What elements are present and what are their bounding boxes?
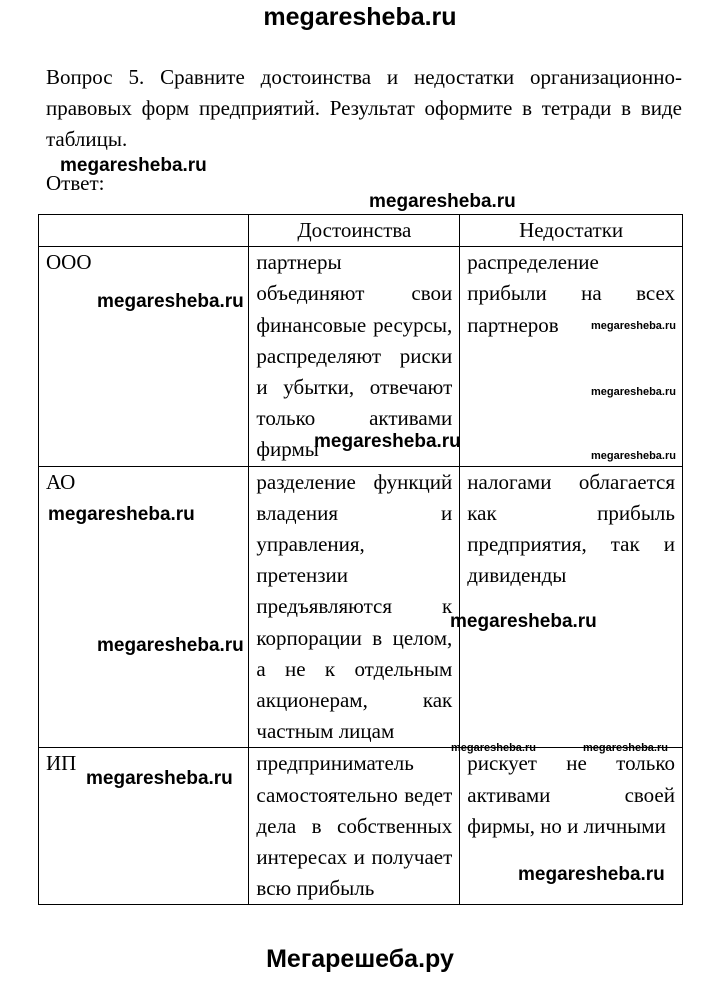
watermark-text: megaresheba.ru [97,291,244,312]
advantages-text: партнеры объединяют свои финансовые ресурсы, распределяют риски и убытки, отвечают только активами фирмы [256,250,453,462]
watermark-text: megaresheba.ru [583,742,668,754]
watermark-text: megaresheba.ru [314,431,461,452]
watermark-text: megaresheba.ru [369,191,516,212]
header-cell-advantages: Достоинства [249,215,460,247]
footer-site-title: Мегарешеба.ру [266,945,454,973]
watermark-text: megaresheba.ru [86,768,233,789]
disadvantages-cell [460,466,683,748]
advantages-text: предприниматель самостоятельно ведет дела в собственных интересах и получает всю прибыль [256,751,453,901]
form-cell: АО [39,466,249,748]
table-header-row [39,215,683,247]
advantages-cell [249,466,460,748]
watermark-text: megaresheba.ru [97,635,244,656]
disadvantages-text: налогами облагается как прибыль предприятия, так и дивиденды [467,469,675,588]
header-cell-disadvantages: Недостатки [460,215,683,247]
disadvantages-cell [460,247,683,466]
watermark-text: megaresheba.ru [451,742,536,754]
advantages-text: разделение функций владения и управления, претензии предъявляются к корпорации в целом, а не к отдельным акционерам, как частным лицам [256,469,453,744]
form-cell: ООО [39,247,249,466]
question-text: Вопрос 5. Сравните достоинства и недостатки организационно-правовых форм предприятий. Результат оформите в тетради в виде таблицы. [46,65,682,151]
watermark-text: megaresheba.ru [591,320,676,332]
watermark-text: megaresheba.ru [591,450,676,462]
watermark-text: megaresheba.ru [518,864,665,885]
header-cell-form [39,215,249,247]
watermark-text: megaresheba.ru [591,386,676,398]
advantages-cell [249,748,460,905]
form-cell: ИП [39,748,249,905]
header-site-title: megaresheba.ru [263,3,457,31]
answer-label: Ответ: [46,171,105,195]
watermark-text: megaresheba.ru [450,611,597,632]
watermark-text: megaresheba.ru [60,155,207,176]
disadvantages-text: распределение прибыли на всех партнеров [467,250,675,337]
watermark-text: megaresheba.ru [48,504,195,525]
comparison-table [38,214,683,905]
disadvantages-text: рискует не только активами своей фирмы, но и личными [467,751,675,838]
